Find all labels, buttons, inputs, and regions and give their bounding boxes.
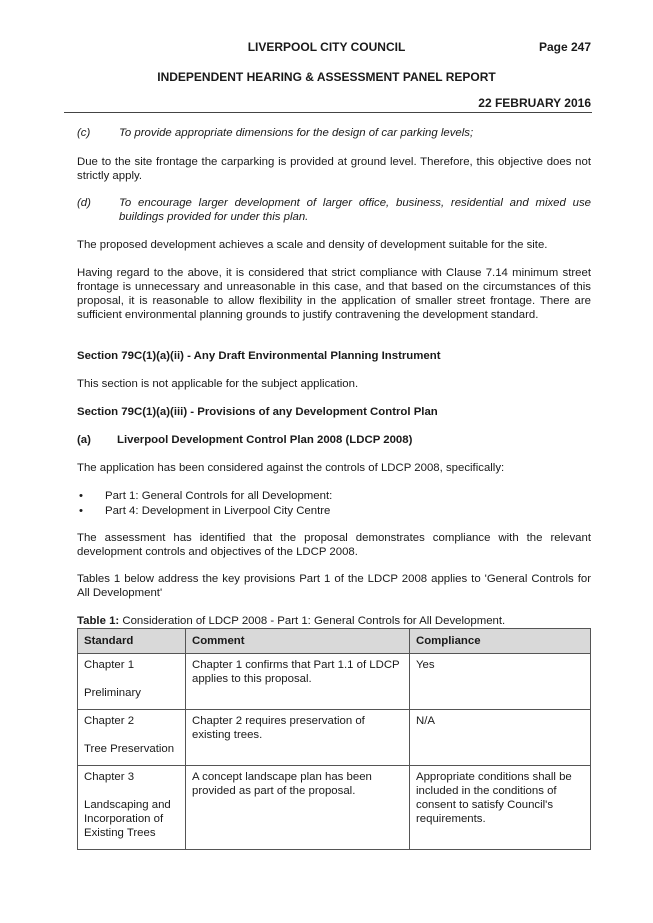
header-divider <box>64 112 592 113</box>
objective-c-label: (c) <box>77 127 91 139</box>
compliance-cell: Appropriate conditions shall be included in the conditions of consent to satisfy Council's requirements. <box>410 766 591 850</box>
chapter-number: Chapter 3 <box>84 771 135 783</box>
bullet-icon: • <box>79 505 83 517</box>
table-row <box>78 766 591 850</box>
subheading-ldcp <box>77 433 591 447</box>
subheading-label: (a) <box>77 434 91 446</box>
objective-c-text: To provide appropriate dimensions for the design of car parking levels; <box>119 127 474 139</box>
comment-cell: Chapter 1 confirms that Part 1.1 of LDCP applies to this proposal. <box>186 654 410 710</box>
controls-list <box>77 489 591 519</box>
list-item <box>77 504 591 519</box>
compliance-cell: N/A <box>410 710 591 766</box>
column-header-compliance: Compliance <box>410 629 591 654</box>
bullet-icon: • <box>79 490 83 502</box>
table-header-row <box>78 629 591 654</box>
paragraph-regard: Having regard to the above, it is considered that strict compliance with Clause 7.14 minimum street frontage is unnecessary and unreasonable in this case, and that based on the circumstances of this proposal, it is reasonable to allow flexibility in the application of smaller street frontage. There are sufficient environmental planning grounds to justify contravening the development standard. <box>77 267 591 321</box>
list-item-text: Part 4: Development in Liverpool City Centre <box>105 505 331 517</box>
report-title: INDEPENDENT HEARING & ASSESSMENT PANEL REPORT <box>157 70 496 84</box>
list-item-text: Part 1: General Controls for all Development: <box>105 490 333 502</box>
column-header-standard: Standard <box>78 629 186 654</box>
list-item <box>77 489 591 504</box>
objective-c <box>77 126 591 140</box>
paragraph-not-applicable: This section is not applicable for the subject application. <box>77 378 359 390</box>
paragraph-considered: The application has been considered against the controls of LDCP 2008, specifically: <box>77 462 505 474</box>
standard-cell <box>78 654 186 710</box>
objective-d-text: To encourage larger development of larger office, business, residential and mixed use buildings provided for under this plan. <box>119 197 591 223</box>
chapter-title: Preliminary <box>84 687 141 699</box>
heading-draft-epi: Section 79C(1)(a)(ii) - Any Draft Environmental Planning Instrument <box>77 350 441 362</box>
objective-d <box>77 196 591 224</box>
standard-cell <box>78 710 186 766</box>
table-row <box>78 654 591 710</box>
comment-cell: A concept landscape plan has been provided as part of the proposal. <box>186 766 410 850</box>
table-caption-label: Table 1: <box>77 615 120 627</box>
table-row <box>78 710 591 766</box>
chapter-title: Landscaping and Incorporation of Existing Trees <box>84 799 171 839</box>
heading-dcp: Section 79C(1)(a)(iii) - Provisions of any Development Control Plan <box>77 406 438 418</box>
chapter-title: Tree Preservation <box>84 743 175 755</box>
paragraph-tables: Tables 1 below address the key provisions Part 1 of the LDCP 2008 applies to 'General Controls for All Development' <box>77 573 591 599</box>
page-number: Page 247 <box>538 40 591 54</box>
report-date: 22 FEBRUARY 2016 <box>478 96 591 110</box>
table-caption <box>77 614 591 628</box>
council-name: LIVERPOOL CITY COUNCIL <box>247 40 406 54</box>
chapter-number: Chapter 2 <box>84 715 135 727</box>
paragraph-carparking: Due to the site frontage the carparking is provided at ground level. Therefore, this objective does not strictly apply. <box>77 156 591 182</box>
standard-cell <box>78 766 186 850</box>
ldcp-table <box>77 628 591 850</box>
chapter-number: Chapter 1 <box>84 659 135 671</box>
table-caption-text: Consideration of LDCP 2008 - Part 1: General Controls for All Development. <box>119 615 506 627</box>
comment-cell: Chapter 2 requires preservation of existing trees. <box>186 710 410 766</box>
subheading-text: Liverpool Development Control Plan 2008 (LDCP 2008) <box>117 434 413 446</box>
compliance-cell: Yes <box>410 654 591 710</box>
column-header-comment: Comment <box>186 629 410 654</box>
objective-d-label: (d) <box>77 197 91 209</box>
paragraph-assessment: The assessment has identified that the proposal demonstrates compliance with the relevant development controls and objectives of the LDCP 2008. <box>77 532 591 558</box>
paragraph-scale: The proposed development achieves a scale and density of development suitable for the site. <box>77 239 548 251</box>
